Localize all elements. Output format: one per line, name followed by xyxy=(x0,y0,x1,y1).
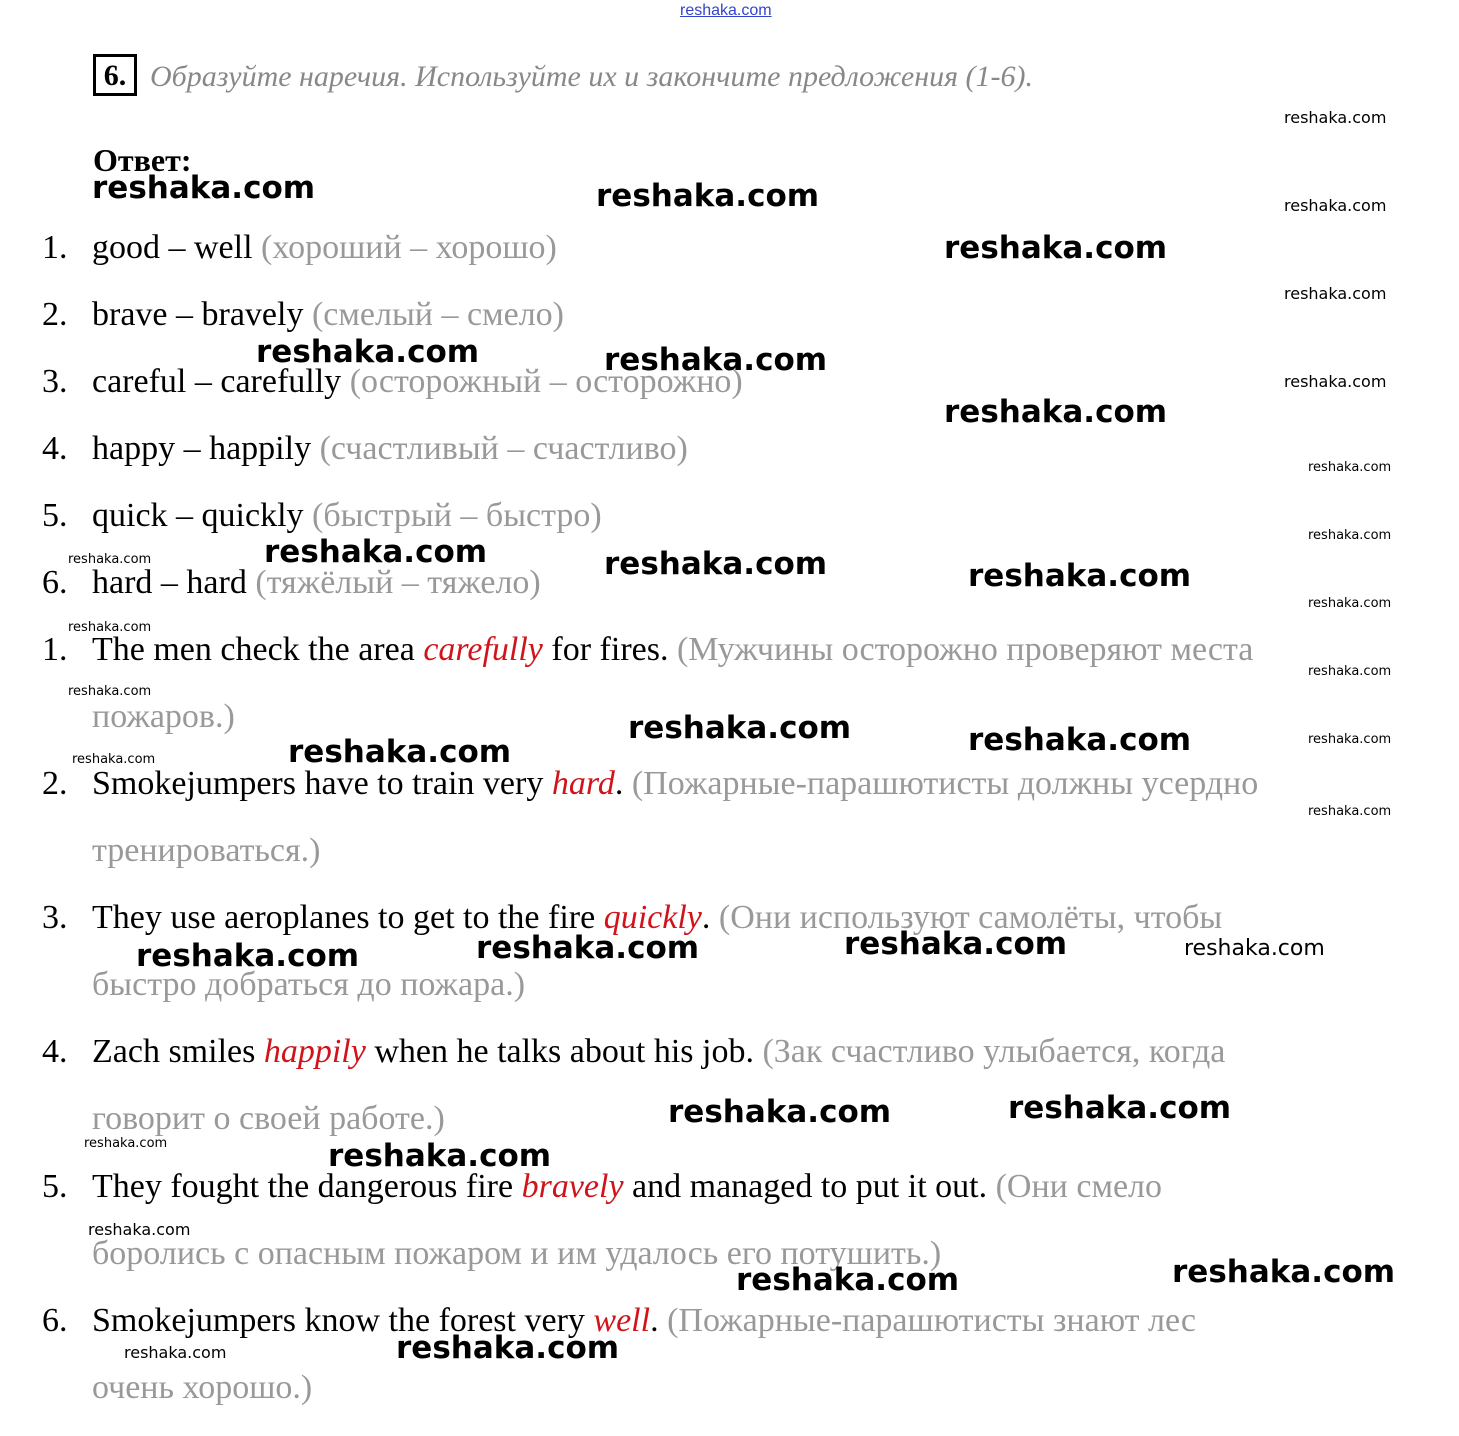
watermark: reshaka.com xyxy=(1284,372,1387,391)
sentence-translation: боролись с опасным пожаром и им удалось его потушить.) xyxy=(92,1235,942,1272)
pair-russian: (хороший – хорошо) xyxy=(261,229,557,266)
task-number: 6. xyxy=(93,54,137,96)
watermark: reshaka.com xyxy=(1308,460,1392,475)
sentence-text: when he talks about his job. xyxy=(365,1033,763,1070)
watermark: reshaka.com xyxy=(264,534,488,570)
sentence-translation: очень хорошо.) xyxy=(92,1369,313,1406)
sentence-translation: говорит о своей работе.) xyxy=(92,1100,445,1137)
watermark: reshaka.com xyxy=(1308,596,1392,611)
pair-number: 4. xyxy=(42,430,68,467)
sentence-translation: (Зак счастливо улыбается, когда xyxy=(762,1033,1226,1070)
sentence-text: The men check the area xyxy=(92,631,424,668)
watermark: reshaka.com xyxy=(944,394,1168,430)
pair-english: careful – carefully xyxy=(92,363,342,400)
sentence-translation: (Мужчины осторожно проверяют места xyxy=(676,631,1254,668)
sentence-text: Zach smiles xyxy=(92,1033,264,1070)
watermark: reshaka.com xyxy=(84,1136,168,1151)
pair-english: hard – hard xyxy=(92,564,247,601)
sentence-number: 6. xyxy=(42,1302,68,1339)
watermark: reshaka.com xyxy=(136,938,360,974)
sentence-number: 1. xyxy=(42,631,68,668)
sentence-number: 4. xyxy=(42,1033,68,1070)
pair-number: 1. xyxy=(42,229,68,266)
pair-number: 5. xyxy=(42,497,68,534)
watermark: reshaka.com xyxy=(124,1343,227,1362)
watermark: reshaka.com xyxy=(1308,528,1392,543)
watermark: reshaka.com xyxy=(736,1262,960,1298)
watermark: reshaka.com xyxy=(1172,1254,1396,1290)
watermark: reshaka.com xyxy=(1284,196,1387,215)
pair-english: quick – quickly xyxy=(92,497,304,534)
watermark: reshaka.com xyxy=(968,722,1192,758)
sentence-text: They fought the dangerous fire xyxy=(92,1168,522,1205)
pair-english: good – well xyxy=(92,229,253,266)
sentence-text: and managed to put it out. xyxy=(623,1168,996,1205)
watermark: reshaka.com xyxy=(72,752,156,767)
pair-number: 2. xyxy=(42,296,68,333)
watermark: reshaka.com xyxy=(476,930,700,966)
watermark: reshaka.com xyxy=(604,342,828,378)
adverb-answer: bravely xyxy=(521,1168,624,1205)
adverb-answer: quickly xyxy=(603,899,702,936)
watermark: reshaka.com xyxy=(844,926,1068,962)
sentence-number: 3. xyxy=(42,899,68,936)
pair-russian: (тяжёлый – тяжело) xyxy=(255,564,541,601)
watermark: reshaka.com xyxy=(288,734,512,770)
sentence-translation: (Они используют самолёты, чтобы xyxy=(718,899,1223,936)
watermark: reshaka.com xyxy=(668,1094,892,1130)
pair-russian: (смелый – смело) xyxy=(311,296,564,333)
watermark: reshaka.com xyxy=(68,620,152,635)
sentence-translation: (Пожарные-парашютисты знают лес xyxy=(667,1302,1197,1339)
adverb-answer: hard xyxy=(551,765,615,802)
sentence-translation: (Они смело xyxy=(995,1168,1163,1205)
watermark: reshaka.com xyxy=(68,552,152,567)
watermark: reshaka.com xyxy=(256,334,480,370)
watermark: reshaka.com xyxy=(1308,804,1392,819)
pair-russian: (быстрый – быстро) xyxy=(312,497,602,534)
watermark: reshaka.com xyxy=(1308,664,1392,679)
pair-russian: (осторожный – осторожно) xyxy=(349,363,743,400)
watermark: reshaka.com xyxy=(1008,1090,1232,1126)
sentence-number: 2. xyxy=(42,765,68,802)
sentence-number: 5. xyxy=(42,1168,68,1205)
sentence-text: They use aeroplanes to get to the fire xyxy=(92,899,604,936)
sentence-translation: быстро добраться до пожара.) xyxy=(92,966,526,1003)
pair-english: happy – happily xyxy=(92,430,312,467)
watermark: reshaka.com xyxy=(604,546,828,582)
watermark: reshaka.com xyxy=(92,170,316,206)
site-link[interactable]: reshaka.com xyxy=(680,2,772,19)
watermark: reshaka.com xyxy=(1308,732,1392,747)
watermark: reshaka.com xyxy=(628,710,852,746)
sentence-text: Smokejumpers know the forest very xyxy=(92,1302,594,1339)
watermark: reshaka.com xyxy=(968,558,1192,594)
watermark: reshaka.com xyxy=(396,1330,620,1366)
watermark: reshaka.com xyxy=(1284,284,1387,303)
pair-english: brave – bravely xyxy=(92,296,304,333)
watermark: reshaka.com xyxy=(944,230,1168,266)
sentence-text: . xyxy=(701,899,719,936)
pair-number: 6. xyxy=(42,564,68,601)
adverb-answer: carefully xyxy=(423,631,543,668)
sentence-translation: пожаров.) xyxy=(92,698,235,735)
adverb-answer: well xyxy=(593,1302,651,1339)
watermark: reshaka.com xyxy=(328,1138,552,1174)
sentence-translation: (Пожарные-парашютисты должны усердно xyxy=(631,765,1259,802)
pair-russian: (счастливый – счастливо) xyxy=(319,430,688,467)
sentence-text: . xyxy=(650,1302,668,1339)
sentence-text: . xyxy=(614,765,632,802)
watermark: reshaka.com xyxy=(88,1220,191,1239)
answer-label: Ответ: xyxy=(93,142,192,178)
sentence-text: for fires. xyxy=(542,631,677,668)
watermark: reshaka.com xyxy=(1184,936,1325,961)
watermark: reshaka.com xyxy=(596,178,820,214)
adverb-answer: happily xyxy=(263,1033,366,1070)
watermark: reshaka.com xyxy=(1284,108,1387,127)
sentence-text: Smokejumpers have to train very xyxy=(92,765,552,802)
watermark: reshaka.com xyxy=(68,684,152,699)
task-instruction: Образуйте наречия. Используйте их и закончите предложения (1-6). xyxy=(150,60,1034,93)
sentence-translation: тренироваться.) xyxy=(92,832,321,869)
pair-number: 3. xyxy=(42,363,68,400)
